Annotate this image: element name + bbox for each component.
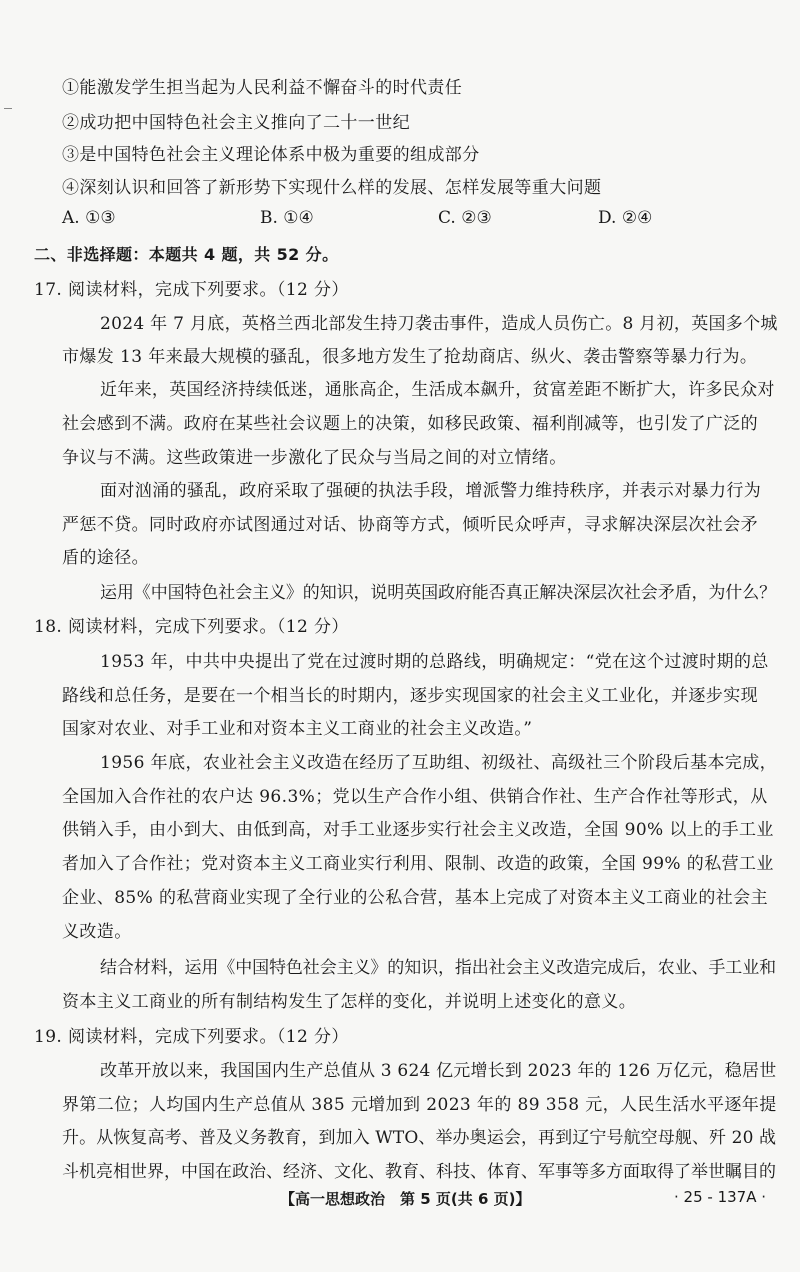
statement-3: ③是中国特色社会主义理论体系中极为重要的组成部分 xyxy=(62,145,480,165)
footer-page-info: 【高一思想政治 第 5 页(共 6 页)】 xyxy=(280,1190,531,1208)
q18-paragraph: 国家对农业、对手工业和对资本主义工商业的社会主义改造。” xyxy=(62,719,533,739)
q17-paragraph: 严惩不贷。同时政府亦试图通过对话、协商等方式，倾听民众呼声，寻求解决深层次社会矛 xyxy=(62,515,758,535)
q18-question: 结合材料，运用《中国特色社会主义》的知识，指出社会主义改造完成后，农业、手工业和 xyxy=(100,958,776,978)
statement-1: ①能激发学生担当起为人民利益不懈奋斗的时代责任 xyxy=(62,78,463,98)
q19-paragraph: 斗机亮相世界，中国在政治、经济、文化、教育、科技、体育、军事等多方面取得了举世瞩目的 xyxy=(62,1162,776,1182)
q18-question: 资本主义工商业的所有制结构发生了怎样的变化，并说明上述变化的意义。 xyxy=(62,992,637,1012)
answer-choices xyxy=(62,208,762,232)
choice-c: C. ②③ xyxy=(438,208,492,228)
q18-paragraph: 供销入手，由小到大、由低到高，对手工业逐步实行社会主义改造，全国 90% 以上的手工业 xyxy=(62,820,774,840)
choice-d: D. ②④ xyxy=(598,208,653,228)
q18-paragraph: 路线和总任务，是要在一个相当长的时期内，逐步实现国家的社会主义工业化，并逐步实现 xyxy=(62,686,758,706)
q17-paragraph: 面对汹涌的骚乱，政府采取了强硬的执法手段，增派警力维持秩序，并表示对暴力行为 xyxy=(100,481,762,501)
q17-paragraph: 2024 年 7 月底，英格兰西北部发生持刀袭击事件，造成人员伤亡。8 月初，英国多个城 xyxy=(100,314,778,334)
q17-paragraph: 争议与不满。这些政策进一步激化了民众与当局之间的对立情绪。 xyxy=(62,448,567,468)
q18-paragraph: 1953 年，中共中央提出了党在过渡时期的总路线，明确规定：“党在这个过渡时期的总 xyxy=(100,652,769,672)
q17-paragraph: 市爆发 13 年来最大规模的骚乱，很多地方发生了抢劫商店、纵火、袭击警察等暴力行为。 xyxy=(62,347,758,367)
question-19-title: 19. 阅读材料，完成下列要求。（12 分） xyxy=(34,1027,349,1047)
margin-mark xyxy=(4,108,12,109)
q18-paragraph: 全国加入合作社的农户达 96.3%；党以生产合作小组、供销合作社、生产合作社等形式，从 xyxy=(62,787,768,807)
q18-paragraph: 义改造。 xyxy=(62,922,132,942)
q17-question: 运用《中国特色社会主义》的知识，说明英国政府能否真正解决深层次社会矛盾，为什么？ xyxy=(100,583,776,603)
q19-paragraph: 界第二位；人均国内生产总值从 385 元增加到 2023 年的 89 358 元，人民生活水平逐年提 xyxy=(62,1095,777,1115)
q18-paragraph: 1956 年底，农业社会主义改造在经历了互助组、初级社、高级社三个阶段后基本完成， xyxy=(100,753,778,773)
q17-paragraph: 近年来，英国经济持续低迷，通胀高企，生活成本飙升，贫富差距不断扩大，许多民众对 xyxy=(100,380,775,400)
q18-paragraph: 企业、85% 的私营商业实现了全行业的公私合营，基本上完成了对资本主义工商业的社会主 xyxy=(62,888,768,908)
question-18-title: 18. 阅读材料，完成下列要求。（12 分） xyxy=(34,617,349,637)
question-17-title: 17. 阅读材料，完成下列要求。（12 分） xyxy=(34,280,349,300)
q17-paragraph: 社会感到不满。政府在某些社会议题上的决策，如移民政策、福利削减等，也引发了广泛的 xyxy=(62,414,758,434)
statement-2: ②成功把中国特色社会主义推向了二十一世纪 xyxy=(62,113,410,133)
q19-paragraph: 升。从恢复高考、普及义务教育，到加入 WTO、举办奥运会，再到辽宁号航空母舰、歼 20 战 xyxy=(62,1128,777,1148)
section-heading: 二、非选择题：本题共 4 题，共 52 分。 xyxy=(34,245,339,264)
choice-a: A. ①③ xyxy=(62,208,116,228)
q18-paragraph: 者加入了合作社；党对资本主义工商业实行利用、限制、改造的政策，全国 99% 的私营工业 xyxy=(62,854,774,874)
page-footer xyxy=(0,1188,800,1218)
choice-b: B. ①④ xyxy=(260,208,314,228)
q19-paragraph: 改革开放以来，我国国内生产总值从 3 624 亿元增长到 2023 年的 126 万亿元，稳居世 xyxy=(100,1061,777,1081)
q17-paragraph: 盾的途径。 xyxy=(62,548,149,568)
footer-code: · 25 - 137A · xyxy=(674,1188,766,1206)
statement-4: ④深刻认识和回答了新形势下实现什么样的发展、怎样发展等重大问题 xyxy=(62,178,602,198)
